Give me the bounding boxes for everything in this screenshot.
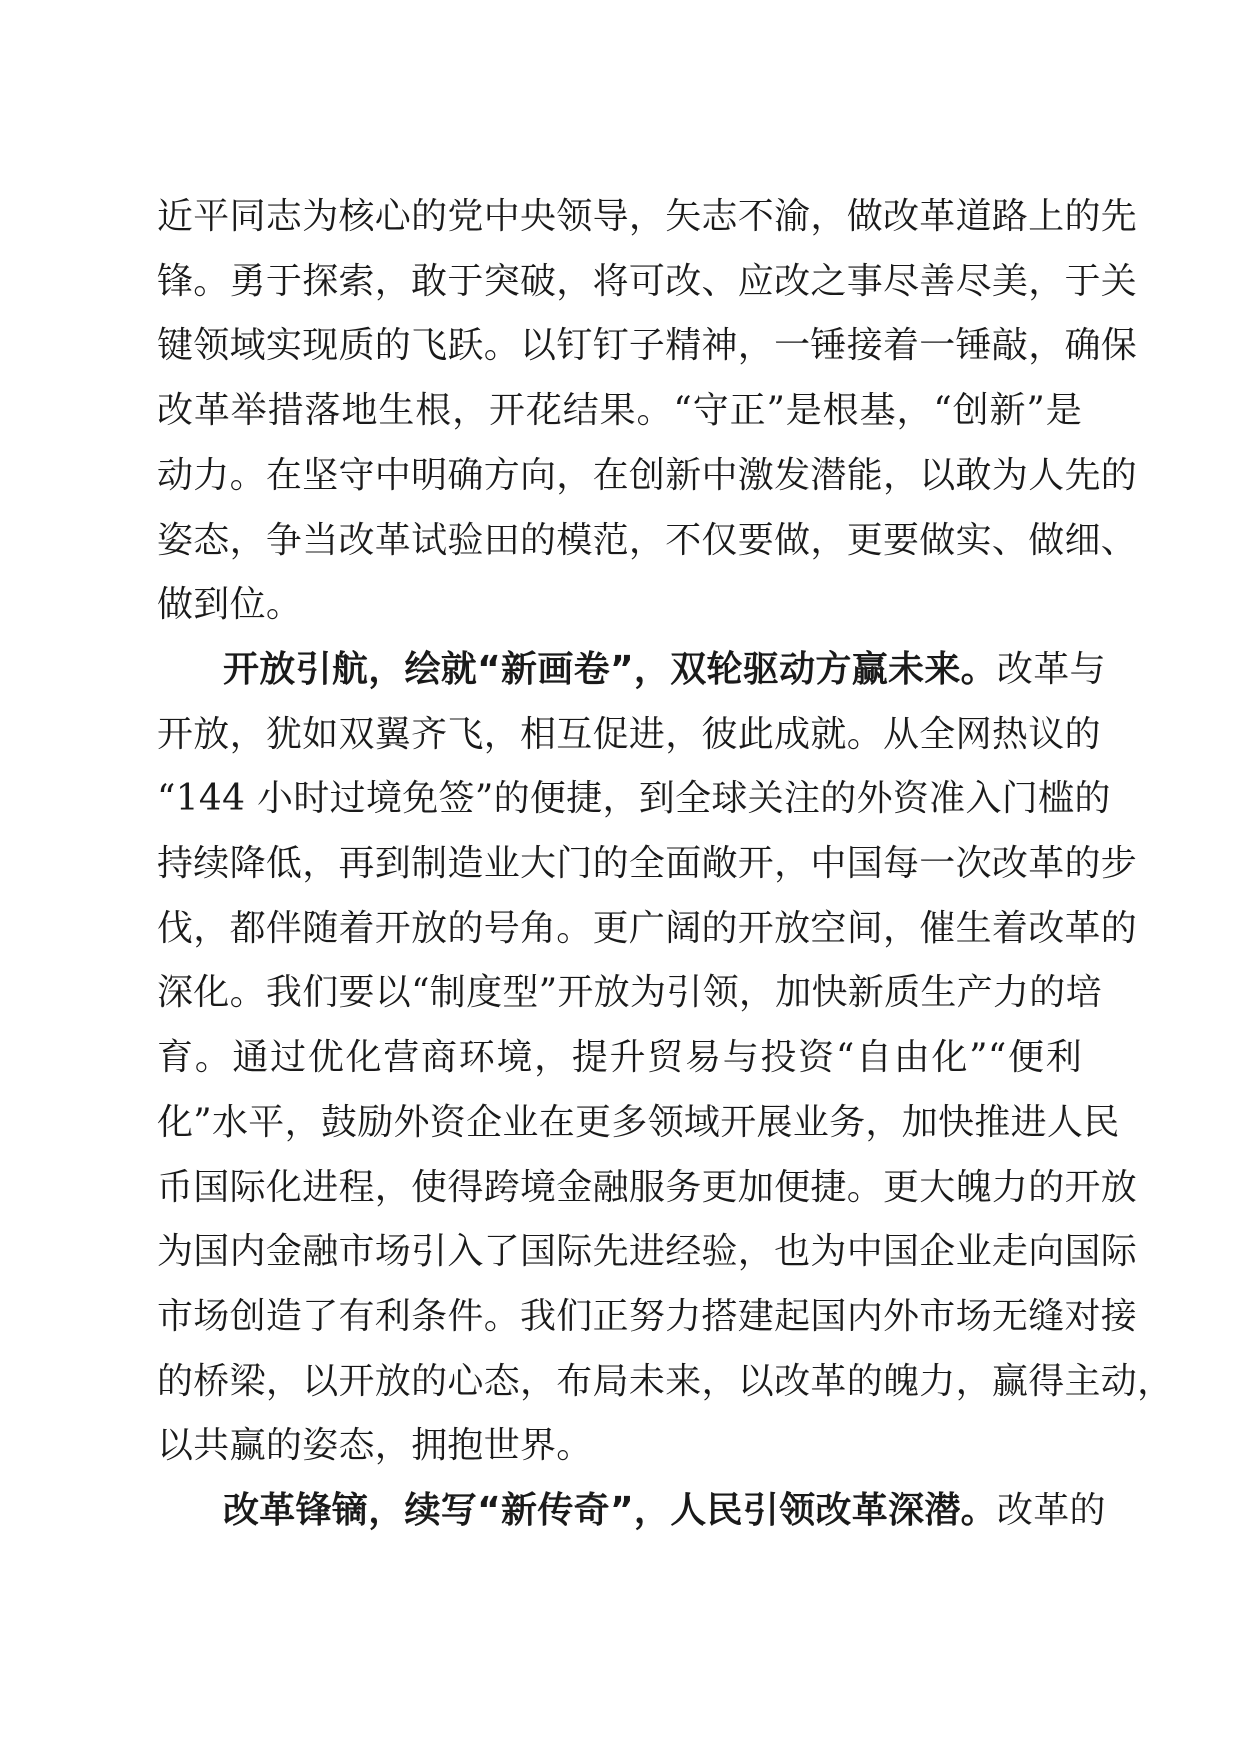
- paragraph-line: 开放，犹如双翼齐飞，相互促进，彼此成就。从全网热议的: [157, 713, 1101, 755]
- paragraph-line: 做到位。: [157, 584, 303, 626]
- paragraph-line: 为国内金融市场引入了国际先进经验，也为中国企业走向国际: [157, 1231, 1138, 1273]
- heading-line-rest: 改革的: [996, 1490, 1106, 1532]
- paragraph-2: [157, 638, 1174, 1479]
- paragraph-1: [157, 185, 1138, 638]
- paragraph-line: 深化。我们要以“制度型”开放为引领，加快新质生产力的培: [157, 972, 1102, 1014]
- paragraph-line: 伐，都伴随着开放的号角。更广阔的开放空间，催生着改革的: [157, 907, 1138, 949]
- paragraph-first-line: [157, 638, 1106, 703]
- paragraph-line: 锋。勇于探索，敢于突破，将可改、应改之事尽善尽美，于关: [157, 260, 1138, 302]
- paragraph-line: 化”水平，鼓励外资企业在更多领域开展业务，加快推进人民: [157, 1101, 1120, 1143]
- section-heading: 开放引航，绘就“新画卷”，双轮驱动方赢未来。: [223, 648, 997, 690]
- paragraph-first-line: [157, 1479, 1106, 1544]
- paragraph-line: 的桥梁，以开放的心态，布局未来，以改革的魄力，赢得主动，: [157, 1360, 1174, 1402]
- paragraph-line: 以共赢的姿态，拥抱世界。: [157, 1425, 593, 1467]
- paragraph-3: [157, 1479, 1106, 1544]
- paragraph-line: 币国际化进程，使得跨境金融服务更加便捷。更大魄力的开放: [157, 1166, 1138, 1208]
- paragraph-line: 近平同志为核心的党中央领导，矢志不渝，做改革道路上的先: [157, 196, 1138, 237]
- paragraph-line: 持续降低，再到制造业大门的全面敞开，中国每一次改革的步: [157, 843, 1138, 885]
- paragraph-line: 动力。在坚守中明确方向，在创新中激发潜能，以敢为人先的: [157, 454, 1138, 496]
- paragraph-line: 改革举措落地生根，开花结果。“守正”是根基，“创新”是: [157, 390, 1082, 432]
- paragraph-line: “144 小时过境免签”的便捷，到全球关注的外资准入门槛的: [157, 778, 1111, 820]
- document-body: [157, 185, 1174, 1544]
- paragraph-line: 育。通过优化营商环境，提升贸易与投资“自由化”“便利: [157, 1037, 1082, 1079]
- paragraph-line: 键领域实现质的飞跃。以钉钉子精神，一锤接着一锤敲，确保: [157, 325, 1138, 367]
- paragraph-line: 姿态，争当改革试验田的模范，不仅要做，更要做实、做细、: [157, 519, 1138, 561]
- paragraph-line: 市场创造了有利条件。我们正努力搭建起国内外市场无缝对接: [157, 1295, 1138, 1337]
- section-heading: 改革锋镝，续写“新传奇”，人民引领改革深潜。: [223, 1490, 997, 1532]
- heading-line-rest: 改革与: [996, 648, 1106, 690]
